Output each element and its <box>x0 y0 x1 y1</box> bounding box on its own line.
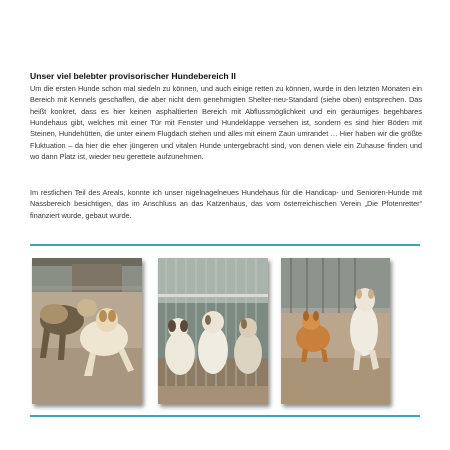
paragraph-kennel-area: Um die ersten Hunde schon mal siedeln zu können, und auch einige retten zu können, wurde in den letzten Monaten ein Bereich mit Kennels geschaffen, die aber nicht dem genehmigten Shelter-neu-Standard (siehe oben) entsprechen. Das heißt konkret, dass es hier keinen asphaltierten Bereich mit Abflussmöglichkeit und ein geräumiges begehbares Hundehaus gibt, welches mit einer Tür mit Fenster und Hundeklappe versehen ist, sondern es sind hier Böden mit Steinen, Hundehütten, die unter einem Flugdach stehen und alles mit einem Zaun umrandet … Hier haben wir die größte Fluktuation – da hier die eher jüngeren und vitalen Hunde untergebracht sind, von denen viele ein Zuhause finden und wo dann Platz ist, wieder neu gerettete aufzunehmen. <box>30 84 422 162</box>
divider-top <box>30 244 420 246</box>
photo-kennel-dogs <box>158 258 268 404</box>
section-title: Unser viel belebter provisorischer Hundebereich II <box>30 71 236 81</box>
page <box>30 0 420 450</box>
photo-red-and-white-dog <box>281 258 390 404</box>
photo-two-dogs <box>32 258 142 404</box>
divider-bottom <box>30 415 420 417</box>
paragraph-dog-house: Im restlichen Teil des Areals, konnte ich unser nigelnagelneues Hundehaus für die Handicap- und Senioren-Hunde mit Nassbereich besichtigen, das im Anschluss an das Katzenhaus, das vom österreichischen Verein „Die Pfotenretter“ finanziert wurde, gebaut wurde. <box>30 188 422 220</box>
